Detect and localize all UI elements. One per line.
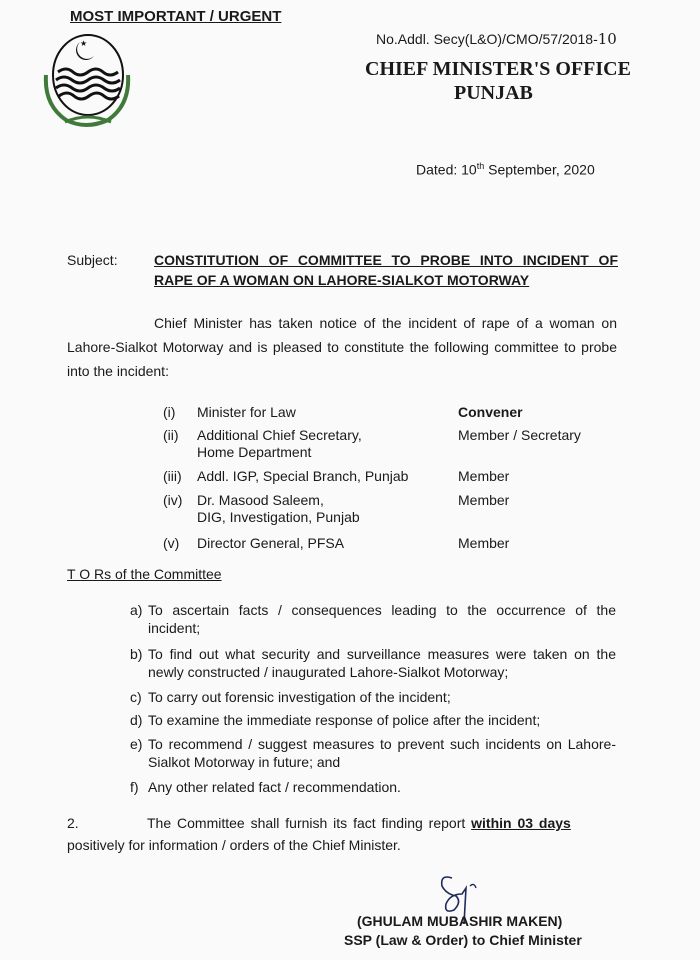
- tor-text: To carry out forensic investigation of the incident;: [148, 689, 451, 705]
- reference-suffix-handwritten: 10: [597, 30, 617, 48]
- para2-number: 2.: [67, 815, 79, 831]
- committee-member: Addl. IGP, Special Branch, Punjab: [197, 468, 409, 484]
- punjab-emblem-logo: [40, 30, 135, 130]
- committee-role: Member: [458, 535, 510, 551]
- committee-num: (ii): [163, 427, 179, 443]
- committee-member: Minister for Law: [197, 404, 296, 420]
- date-line: [416, 157, 595, 179]
- committee-num: (iii): [163, 468, 182, 484]
- tor-letter: a): [130, 602, 143, 618]
- subject-label: Subject:: [67, 252, 118, 268]
- reference-no-text: No.Addl. Secy(L&O)/CMO/57/2018-: [376, 31, 598, 47]
- intro-line-3: into the incident:: [67, 363, 169, 379]
- committee-member: Director General, PFSA: [197, 535, 345, 551]
- para2-line-2: positively for information / orders of the Chief Minister.: [67, 837, 401, 853]
- committee-role: Member: [458, 468, 510, 484]
- para2-deadline: within 03 days: [471, 815, 571, 831]
- committee-num: (i): [163, 404, 176, 420]
- date-rest: September, 2020: [484, 161, 595, 178]
- tor-letter: b): [130, 646, 143, 662]
- province-title: PUNJAB: [454, 82, 533, 104]
- tor-letter: d): [130, 712, 143, 728]
- tor-text-cont: incident;: [148, 620, 201, 636]
- committee-num: (iv): [163, 492, 183, 508]
- signatory-title: SSP (Law & Order) to Chief Minister: [344, 932, 582, 948]
- tor-text-cont: Sialkot Motorway in future; and: [148, 754, 341, 770]
- tor-letter: c): [130, 689, 142, 705]
- intro-line-1: Chief Minister has taken notice of the incident of rape of a woman on: [154, 315, 617, 331]
- committee-role: Member / Secretary: [458, 427, 581, 443]
- date-sup: th: [476, 161, 485, 171]
- committee-member: Dr. Masood Saleem,: [197, 492, 324, 508]
- date-prefix: Dated: 10: [416, 161, 477, 178]
- committee-member-cont: Home Department: [197, 444, 312, 460]
- tor-text: To recommend / suggest measures to prevent such incidents on Lahore-: [148, 736, 616, 752]
- reference-number: [376, 30, 617, 48]
- tor-text: To find out what security and surveillance measures were taken on the: [148, 646, 616, 662]
- committee-num: (v): [163, 535, 180, 551]
- committee-member-cont: DIG, Investigation, Punjab: [197, 509, 360, 525]
- signatory-name: (GHULAM MUBASHIR MAKEN): [357, 913, 563, 929]
- office-title: CHIEF MINISTER'S OFFICE: [365, 58, 631, 80]
- para2-line-1: [147, 814, 571, 832]
- committee-role: Member: [458, 492, 510, 508]
- tor-letter: f): [130, 779, 139, 795]
- svg-text:★: ★: [80, 39, 88, 48]
- subject-line-2: RAPE OF A WOMAN ON LAHORE-SIALKOT MOTORWAY: [154, 272, 530, 288]
- para2-text: The Committee shall furnish its fact finding report: [147, 815, 472, 831]
- tors-heading: T O Rs of the Committee: [67, 566, 222, 582]
- intro-line-2: Lahore-Sialkot Motorway and is pleased to constitute the following committee to probe: [67, 339, 617, 355]
- committee-role: Convener: [458, 404, 523, 420]
- tor-text-cont: newly constructed / inaugurated Lahore-Sialkot Motorway;: [148, 664, 509, 680]
- tor-letter: e): [130, 736, 143, 752]
- priority-label: MOST IMPORTANT / URGENT: [70, 8, 282, 25]
- tor-text: To examine the immediate response of police after the incident;: [148, 712, 541, 728]
- subject-line-1: CONSTITUTION OF COMMITTEE TO PROBE INTO INCIDENT OF: [154, 252, 618, 268]
- tor-text: Any other related fact / recommendation.: [148, 779, 401, 795]
- committee-member: Additional Chief Secretary,: [197, 427, 362, 443]
- tor-text: To ascertain facts / consequences leading to the occurrence of the: [148, 602, 616, 618]
